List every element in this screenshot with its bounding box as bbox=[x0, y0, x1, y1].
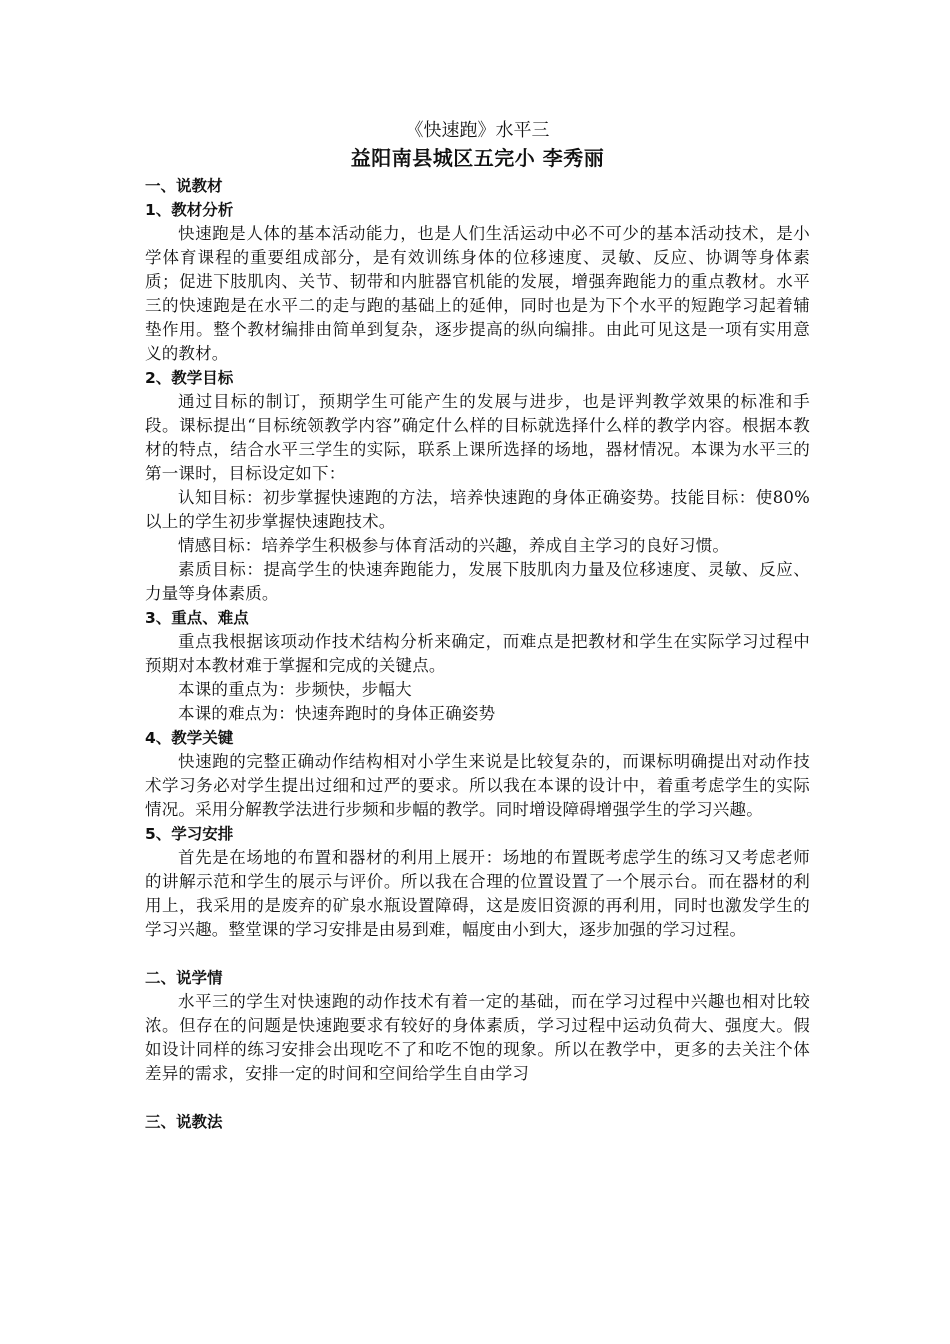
paragraph-student-situation: 水平三的学生对快速跑的动作技术有着一定的基础，而在学习过程中兴趣也相对比较浓。但存在的问题是快速跑要求有较好的身体素质，学习过程中运动负荷大、强度大。假如设计同样的练习安排会出现吃不了和吃不饱的现象。所以在教学中，更多的去关注个体差异的需求，安排一定的时间和空间给学生自由学习 bbox=[145, 992, 810, 1083]
paragraph-affective-goal: 情感目标：培养学生积极参与体育活动的兴趣，养成自主学习的良好习惯。 bbox=[178, 536, 730, 555]
section-heading-3: 三、说教法 bbox=[145, 1113, 223, 1131]
doc-subtitle: 益阳南县城区五完小 李秀丽 bbox=[350, 146, 605, 170]
paragraph-key-points: 重点我根据该项动作技术结构分析来确定，而难点是把教材和学生在实际学习过程中预期对本教材难于掌握和完成的关键点。 bbox=[145, 632, 810, 675]
section-heading-1: 一、说教材 bbox=[145, 177, 223, 195]
paragraph-quality-goal: 素质目标：提高学生的快速奔跑能力，发展下肢肌肉力量及位移速度、灵敏、反应、力量等身体素质。 bbox=[145, 560, 810, 603]
document-page bbox=[145, 118, 810, 1134]
subsection-heading-1-3: 3、重点、难点 bbox=[145, 609, 249, 627]
paragraph-material-analysis: 快速跑是人体的基本活动能力，也是人们生活运动中必不可少的基本活动技术，是小学体育课程的重要组成部分，是有效训练身体的位移速度、灵敏、反应、协调等身体素质；促进下肢肌肉、关节、韧带和内脏器官机能的发展，增强奔跑能力的重点教材。水平三的快速跑是在水平二的走与跑的基础上的延伸，同时也是为下个水平的短跑学习起着辅垫作用。整个教材编排由简单到复杂，逐步提高的纵向编排。由此可见这是一项有实用意义的教材。 bbox=[145, 224, 810, 363]
paragraph-focus: 本课的重点为：步频快，步幅大 bbox=[178, 680, 412, 699]
paragraph-cognitive-goal: 认知目标：初步掌握快速跑的方法，培养快速跑的身体正确姿势。技能目标：使80%以上的学生初步掌握快速跑技术。 bbox=[145, 488, 810, 531]
paragraph-goals-intro: 通过目标的制订，预期学生可能产生的发展与进步，也是评判教学效果的标准和手段。课标提出“目标统领教学内容”确定什么样的目标就选择什么样的教学内容。根据本教材的特点，结合水平三学生的实际，联系上课所选择的场地，器材情况。本课为水平三的第一课时，目标设定如下： bbox=[145, 392, 810, 483]
subsection-heading-1-2: 2、教学目标 bbox=[145, 369, 234, 387]
section-heading-2: 二、说学情 bbox=[145, 969, 223, 987]
paragraph-teaching-key: 快速跑的完整正确动作结构相对小学生来说是比较复杂的，而课标明确提出对动作技术学习务必对学生提出过细和过严的要求。所以我在本课的设计中，着重考虑学生的实际情况。采用分解教学法进行步频和步幅的教学。同时增设障碍增强学生的学习兴趣。 bbox=[145, 752, 810, 819]
paragraph-learning-arrangement: 首先是在场地的布置和器材的利用上展开：场地的布置既考虑学生的练习又考虑老师的讲解示范和学生的展示与评价。所以我在合理的位置设置了一个展示台。而在器材的利用上，我采用的是废弃的矿泉水瓶设置障碍，这是废旧资源的再利用，同时也激发学生的学习兴趣。整堂课的学习安排是由易到难，幅度由小到大，逐步加强的学习过程。 bbox=[145, 848, 810, 939]
doc-title: 《快速跑》水平三 bbox=[405, 120, 550, 141]
subsection-heading-1-4: 4、教学关键 bbox=[145, 729, 234, 747]
subsection-heading-1-1: 1、教材分析 bbox=[145, 201, 234, 219]
paragraph-difficulty: 本课的难点为：快速奔跑时的身体正确姿势 bbox=[178, 704, 496, 723]
spacer bbox=[145, 1086, 810, 1110]
subsection-heading-1-5: 5、学习安排 bbox=[145, 825, 234, 843]
spacer bbox=[145, 942, 810, 966]
